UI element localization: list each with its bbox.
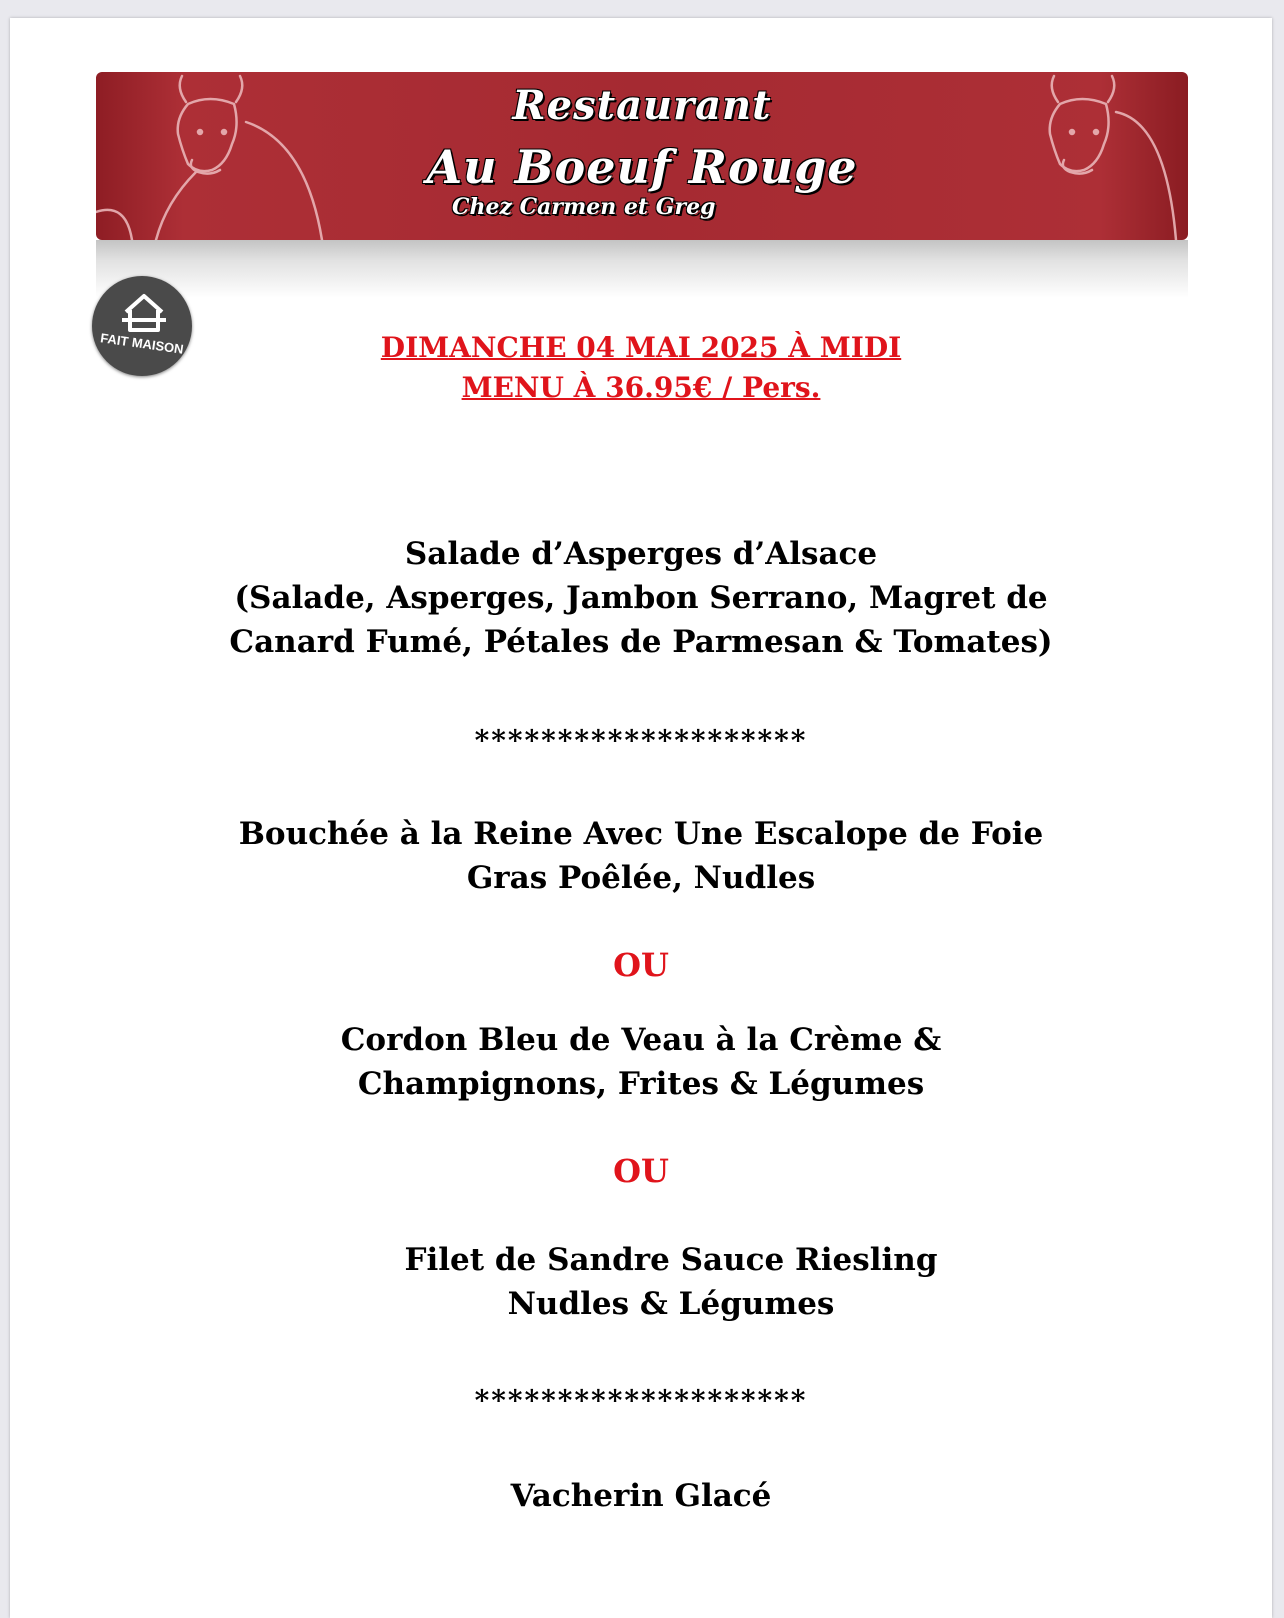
banner-reflection <box>96 240 1188 298</box>
main-option-3-line2: Nudles & Légumes <box>507 1286 835 1322</box>
dessert: Vacherin Glacé <box>510 1478 772 1514</box>
or-divider: OU <box>613 946 669 984</box>
main-option-1-line2: Gras Poêlée, Nudles <box>466 860 816 896</box>
separator: ******************** <box>474 1384 808 1417</box>
brand-restaurant-label: Restaurant <box>512 82 772 129</box>
brand-name: Au Boeuf Rouge <box>426 140 858 194</box>
main-option-2-line1: Cordon Bleu de Veau à la Crème & <box>340 1022 942 1058</box>
brand-owners: Chez Carmen et Greg <box>452 194 716 220</box>
menu-price: MENU À 36.95€ / Pers. <box>461 371 821 404</box>
fait-maison-label: FAIT MAISON <box>99 330 185 357</box>
menu-page <box>10 18 1272 1618</box>
or-divider: OU <box>613 1152 669 1190</box>
starter-title: Salade d’Asperges d’Alsace <box>404 536 878 572</box>
starter-description-line2: Canard Fumé, Pétales de Parmesan & Tomates) <box>229 624 1053 660</box>
starter-description-line1: (Salade, Asperges, Jambon Serrano, Magret de <box>234 580 1048 616</box>
main-option-2-line2: Champignons, Frites & Légumes <box>357 1066 925 1102</box>
separator: ******************** <box>474 724 808 757</box>
main-option-3-line1: Filet de Sandre Sauce Riesling <box>404 1242 938 1278</box>
restaurant-banner <box>96 72 1188 240</box>
main-option-1-line1: Bouchée à la Reine Avec Une Escalope de Foie <box>238 816 1044 852</box>
menu-date: DIMANCHE 04 MAI 2025 À MIDI <box>380 331 902 364</box>
